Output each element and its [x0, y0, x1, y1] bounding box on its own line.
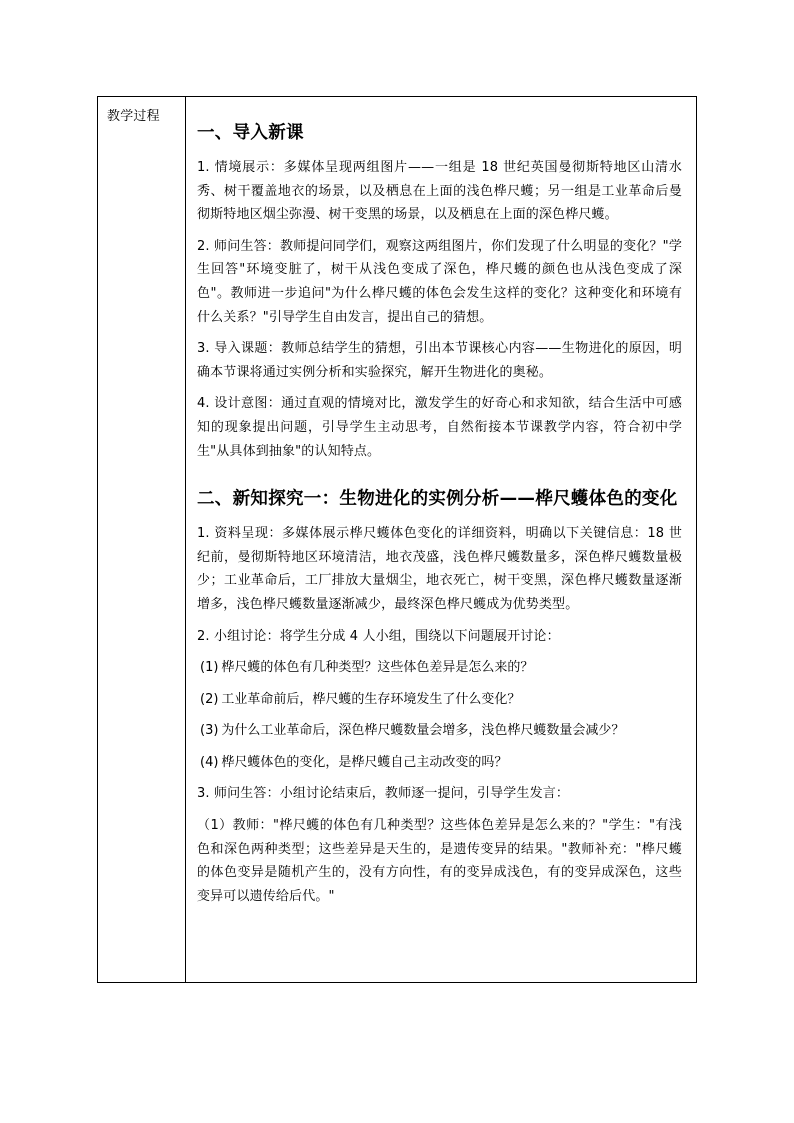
question-text: 工业革命前后，桦尺蠖的生存环境发生了什么变化？: [221, 691, 521, 707]
lesson-plan-table: [97, 96, 697, 983]
discussion-question: [197, 656, 682, 680]
qa-answer-1: （1）教师："桦尺蠖的体色有几种类型？这些体色差异是怎么来的？"学生："有浅色和深色两种类型；这些差异是天生的，是遗传变异的结果。"教师补充："桦尺蠖的体色变异是随机产生的，没有方向性，有的变异成浅色，有的变异成深色，这些变异可以遗传给后代。": [197, 818, 682, 904]
section-1-paragraph-4: 4. 设计意图：通过直观的情境对比，激发学生的好奇心和求知欲，结合生活中可感知的现象提出问题，引导学生主动思考，自然衔接本节课教学内容，符合初中学生"从具体到抽象"的认知特点。: [197, 396, 682, 459]
discussion-question: [197, 688, 682, 712]
discussion-question: [197, 719, 682, 743]
question-number: (1): [200, 660, 219, 676]
discussion-question: [197, 751, 682, 775]
content-cell: [186, 97, 697, 983]
question-text: 桦尺蠖体色的变化，是桦尺蠖自己主动改变的吗？: [221, 754, 508, 770]
teaching-process-row: [98, 97, 697, 983]
section-2-paragraph-2: 2. 小组讨论：将学生分成 4 人小组，围绕以下问题展开讨论：: [197, 628, 560, 644]
section-2-heading: 二、新知探究一：生物进化的实例分析——桦尺蠖体色的变化: [197, 489, 678, 510]
row-label-cell: [98, 97, 186, 983]
question-text: 为什么工业革命后，深色桦尺蠖数量会增多，浅色桦尺蠖数量会减少？: [221, 723, 625, 739]
section-1-heading: 一、导入新课: [197, 123, 304, 143]
qa-intro: 3. 师问生答：小组讨论结束后，教师逐一提问，引导学生发言：: [197, 786, 570, 802]
row-label: 教学过程: [107, 109, 160, 124]
question-number: (3): [200, 723, 219, 739]
question-number: (4): [200, 754, 219, 770]
section-1-paragraph-2: 2. 师问生答：教师提问同学们，观察这两组图片，你们发现了什么明显的变化？"学生回答"环境变脏了，树干从浅色变成了深色，桦尺蠖的颜色也从浅色变成了深色"。教师进一步追问"为什么桦尺蠖的体色会发生这样的变化？这种变化和环境有什么关系？"引导学生自由发言，提出自己的猜想。: [197, 238, 682, 325]
question-text: 桦尺蠖的体色有几种类型？这些体色差异是怎么来的？: [221, 660, 534, 676]
section-1-paragraph-3: 3. 导入课题：教师总结学生的猜想，引出本节课核心内容——生物进化的原因，明确本节课将通过实例分析和实验探究，解开生物进化的奥秘。: [197, 341, 682, 380]
section-2-paragraph-1: 1. 资料呈现：多媒体展示桦尺蠖体色变化的详细资料，明确以下关键信息：18 世纪前，曼彻斯特地区环境清洁，地衣茂盛，浅色桦尺蠖数量多，深色桦尺蠖数量极少；工业革命后，工厂排放大量烟尘，地衣死亡，树干变黑，深色桦尺蠖数量逐渐增多，浅色桦尺蠖数量逐渐减少，最终深色桦尺蠖成为优势类型。: [197, 526, 682, 612]
section-1-paragraph-1: 1. 情境展示：多媒体呈现两组图片——一组是 18 世纪英国曼彻斯特地区山清水秀、树干覆盖地衣的场景，以及栖息在上面的浅色桦尺蠖；另一组是工业革命后曼彻斯特地区烟尘弥漫、树干变黑的场景，以及栖息在上面的深色桦尺蠖。: [197, 160, 682, 223]
question-number: (2): [200, 691, 219, 707]
content-body: [186, 97, 696, 908]
